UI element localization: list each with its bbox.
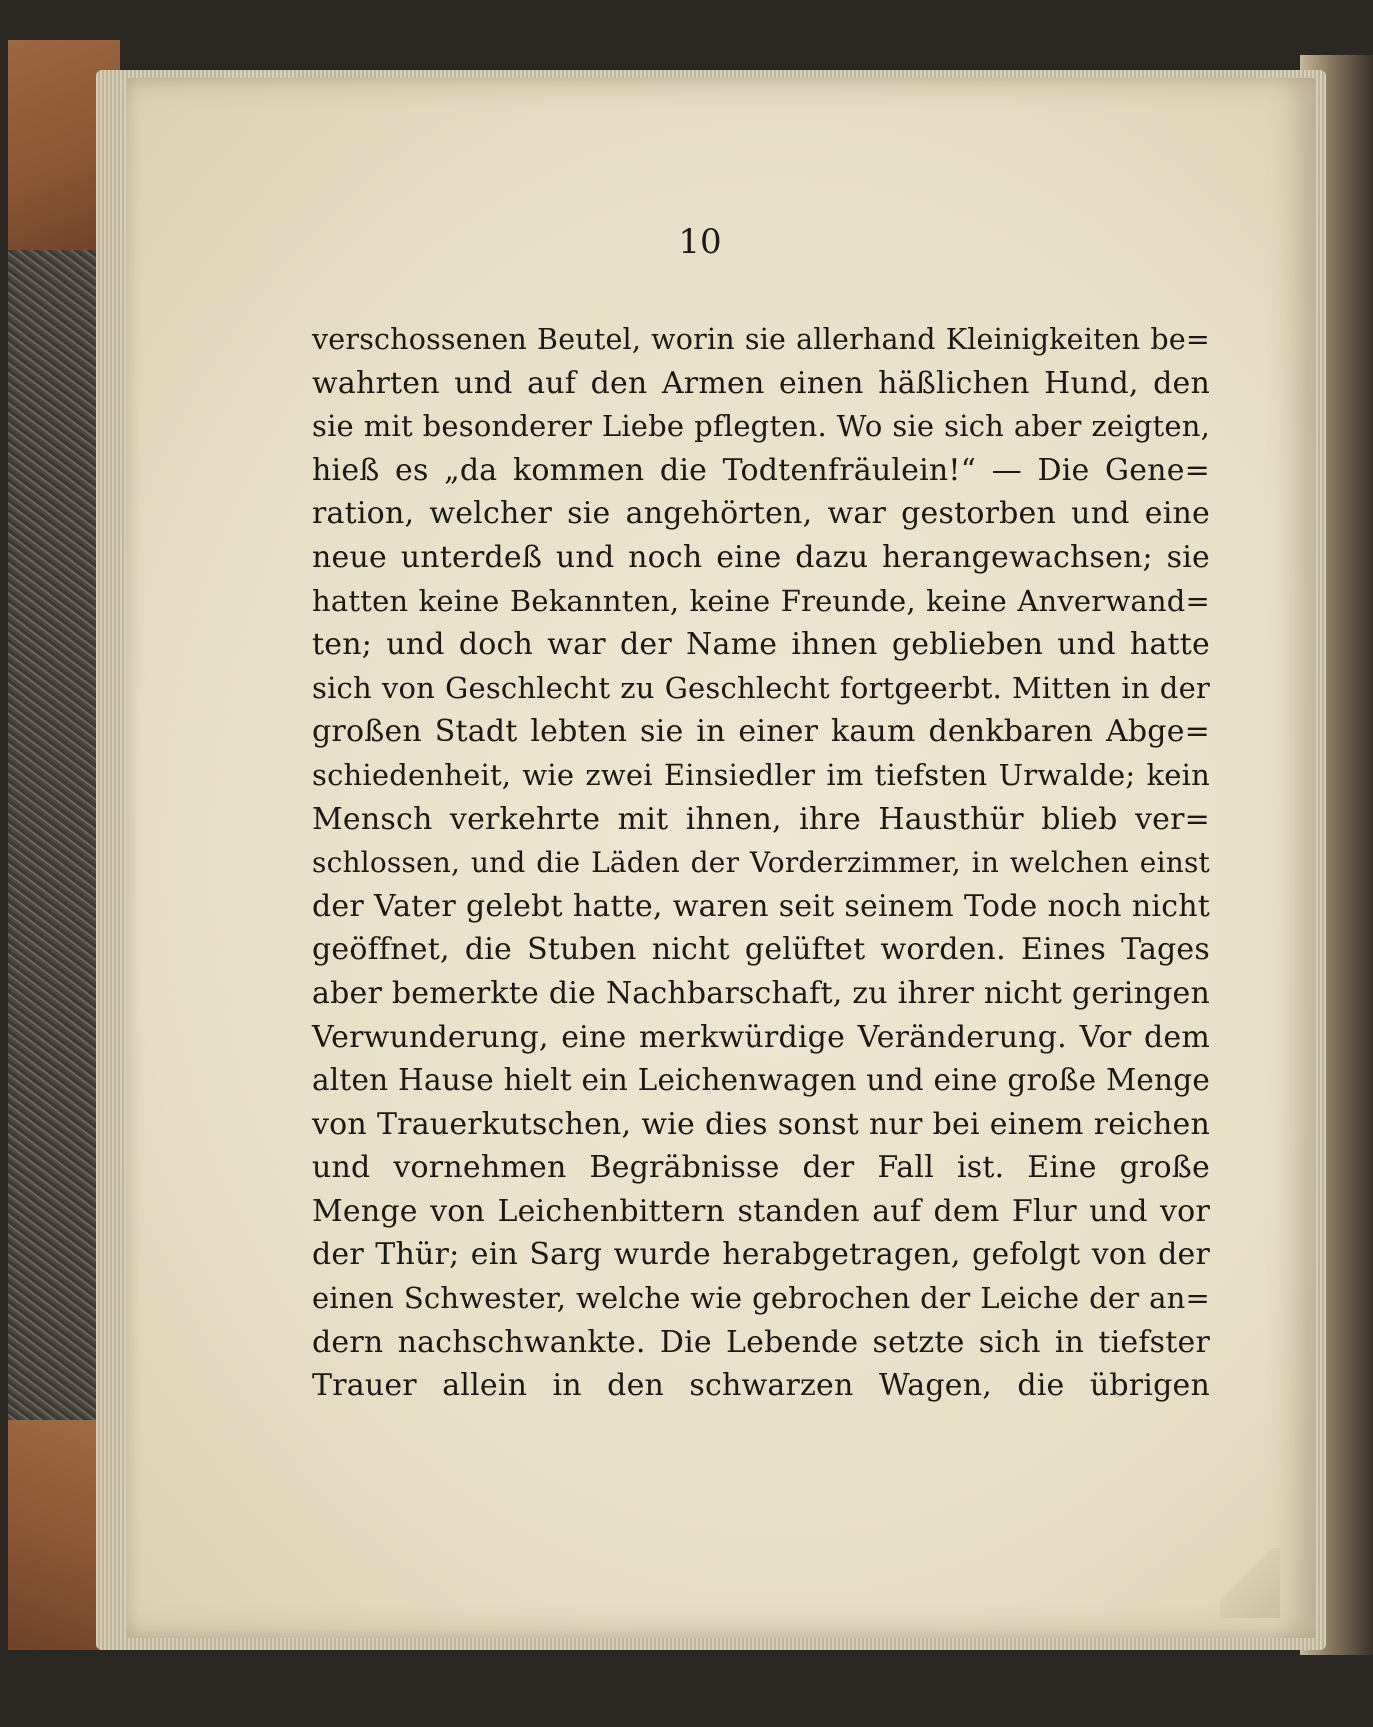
text-line: verschossenen Beutel, worin sie allerhand Kleinigkeiten be=	[312, 323, 1210, 356]
text-line: Mensch verkehrte mit ihnen, ihre Hausthür blieb ver=	[312, 801, 1210, 837]
text-line: großen Stadt lebten sie in einer kaum denkbaren Abge=	[312, 714, 1210, 750]
text-line: und vornehmen Begräbnisse der Fall ist. Eine große	[312, 1150, 1210, 1186]
text-line: der Thür; ein Sarg wurde herabgetragen, gefolgt von der	[312, 1237, 1210, 1273]
page-number: 10	[678, 222, 722, 262]
text-line: schlossen, und die Läden der Vorderzimmer, in welchen einst	[312, 846, 1210, 880]
text-line: aber bemerkte die Nachbarschaft, zu ihrer nicht geringen	[312, 975, 1210, 1011]
text-line: Menge von Leichenbittern standen auf dem Flur und vor	[312, 1193, 1210, 1229]
text-line: der Vater gelebt hatte, waren seit seinem Tode noch nicht	[312, 888, 1210, 924]
text-line: einen Schwester, welche wie gebrochen der Leiche der an=	[312, 1281, 1210, 1316]
text-line: Verwunderung, eine merkwürdige Veränderung. Vor dem	[312, 1019, 1210, 1055]
text-line: schiedenheit, wie zwei Einsiedler im tiefsten Urwalde; kein	[312, 757, 1210, 792]
text-line: hatten keine Bekannten, keine Freunde, keine Anverwand=	[312, 583, 1210, 618]
text-line: sich von Geschlecht zu Geschlecht fortgeerbt. Mitten in der	[312, 670, 1210, 705]
text-line: ten; und doch war der Name ihnen geblieben und hatte	[312, 627, 1210, 663]
text-line: Trauer allein in den schwarzen Wagen, die übrigen	[312, 1368, 1210, 1404]
folded-corner	[1220, 1548, 1280, 1618]
text-line: wahrten und auf den Armen einen häßlichen Hund, den	[312, 365, 1210, 401]
text-line: von Trauerkutschen, wie dies sonst nur bei einem reichen	[312, 1106, 1210, 1142]
text-line: sie mit besonderer Liebe pflegten. Wo sie sich aber zeigten,	[312, 409, 1210, 444]
text-line: neue unterdeß und noch eine dazu herangewachsen; sie	[312, 539, 1210, 575]
text-line: geöffnet, die Stuben nicht gelüftet worden. Eines Tages	[312, 932, 1210, 968]
body-text	[312, 318, 1210, 1408]
text-line: alten Hause hielt ein Leichenwagen und eine große Menge	[312, 1063, 1210, 1098]
text-line: hieß es „da kommen die Todtenfräulein!“ — Die Gene=	[312, 452, 1210, 488]
text-line: ration, welcher sie angehörten, war gestorben und eine	[312, 496, 1210, 532]
text-line: dern nachschwankte. Die Lebende setzte sich in tiefster	[312, 1324, 1210, 1360]
